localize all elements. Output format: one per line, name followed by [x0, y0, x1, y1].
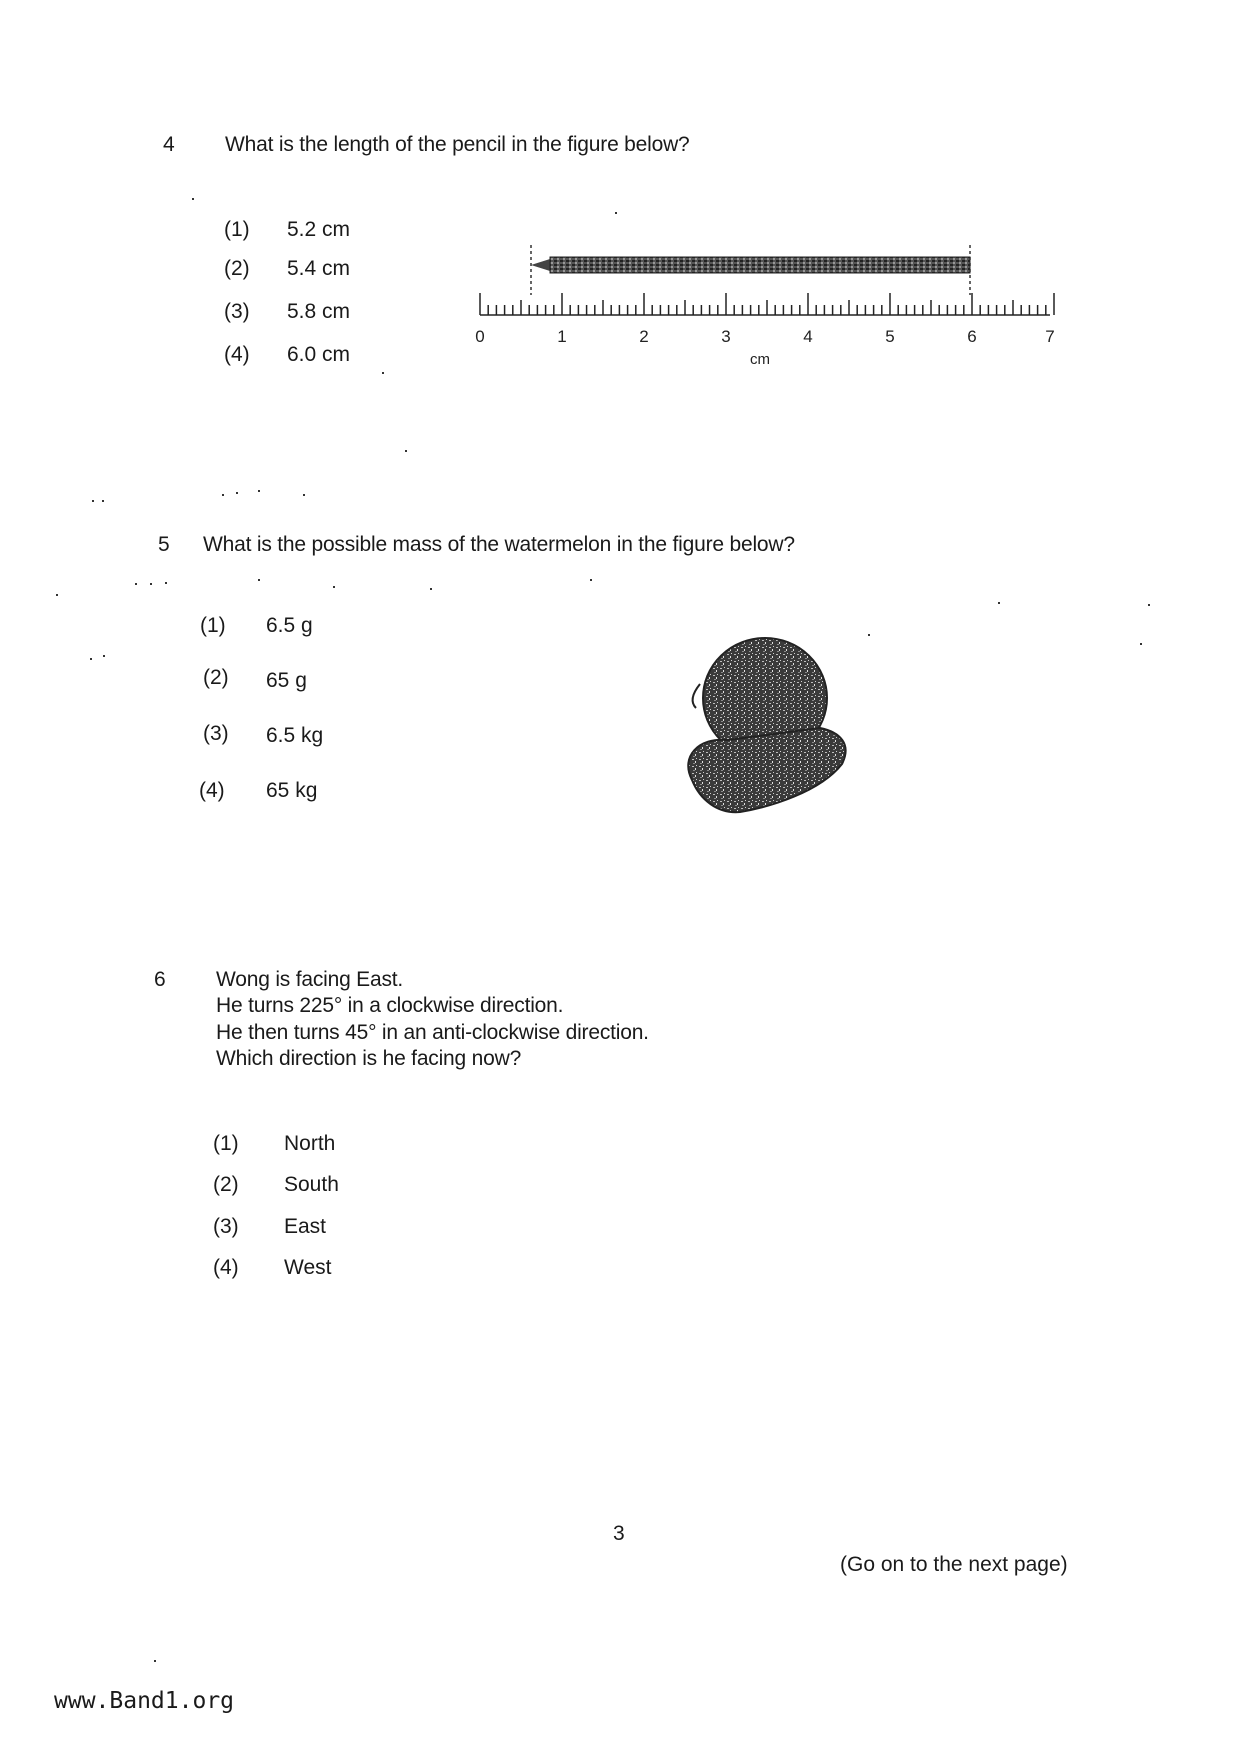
tick-label: 1	[557, 327, 567, 346]
question-line: He then turns 45° in an anti-clockwise direction.	[216, 1021, 649, 1044]
tick-label: 5	[885, 327, 895, 346]
question-text: What is the length of the pencil in the figure below?	[225, 133, 690, 156]
pencil-icon	[531, 245, 970, 295]
option-label: (2)	[213, 1173, 239, 1196]
option-label: (1)	[200, 614, 226, 637]
ruler-tick-labels	[475, 327, 1054, 368]
option-text: 65 kg	[266, 779, 318, 802]
option-text: 6.5 g	[266, 614, 313, 637]
question-text: What is the possible mass of the watermelon in the figure below?	[203, 533, 795, 556]
option-label: (3)	[224, 300, 250, 323]
option-label: (1)	[224, 218, 250, 241]
watermelon-image	[670, 632, 860, 817]
option-text: 6.0 cm	[287, 343, 351, 366]
option-text: West	[284, 1256, 332, 1279]
option-text: 5.8 cm	[287, 300, 351, 323]
continue-note: (Go on to the next page)	[840, 1553, 1068, 1576]
question-line: Wong is facing East.	[216, 968, 404, 991]
ruler	[480, 293, 1054, 315]
option-text: South	[284, 1173, 339, 1196]
question-number: 6	[154, 968, 166, 991]
option-text: 5.2 cm	[287, 218, 351, 241]
pencil-ruler-figure	[470, 240, 1060, 375]
tick-label: 3	[721, 327, 731, 346]
option-label: (2)	[203, 666, 229, 689]
tick-label: 4	[803, 327, 813, 346]
tick-label: 7	[1045, 327, 1055, 346]
option-label: (1)	[213, 1132, 239, 1155]
question-number: 5	[158, 533, 170, 556]
tick-label: 2	[639, 327, 649, 346]
page-number: 3	[613, 1522, 625, 1545]
tick-label: 6	[967, 327, 977, 346]
option-label: (4)	[199, 779, 225, 802]
tick-label: 0	[475, 327, 485, 346]
option-label: (3)	[213, 1215, 239, 1238]
option-text: North	[284, 1132, 336, 1155]
question-number: 4	[163, 133, 175, 156]
option-label: (4)	[213, 1256, 239, 1279]
question-line: Which direction is he facing now?	[216, 1047, 522, 1070]
option-text: 6.5 kg	[266, 724, 324, 747]
watermark: www.Band1.org	[54, 1688, 235, 1714]
option-text: 5.4 cm	[287, 257, 351, 280]
question-line: He turns 225° in a clockwise direction.	[216, 994, 564, 1017]
option-text: East	[284, 1215, 327, 1238]
option-label: (3)	[203, 722, 229, 745]
option-text: 65 g	[266, 669, 307, 692]
option-label: (2)	[224, 257, 250, 280]
option-label: (4)	[224, 343, 250, 366]
ruler-unit: cm	[750, 351, 770, 368]
